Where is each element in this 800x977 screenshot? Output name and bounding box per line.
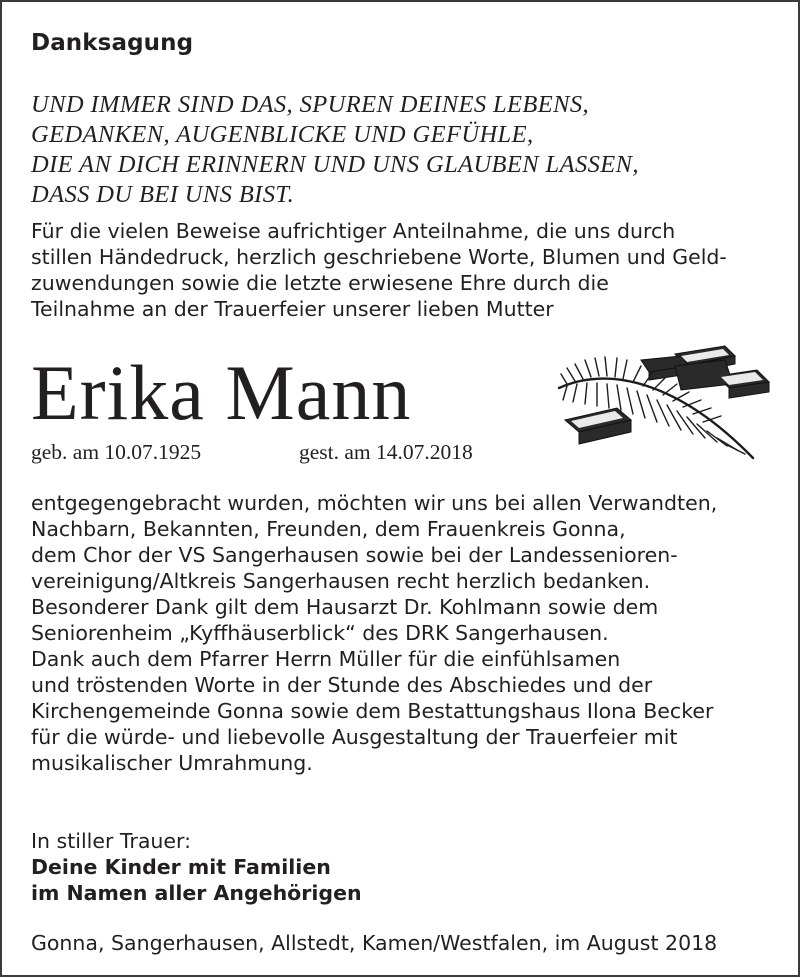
thanks-line: entgegengebracht wurden, möchten wir uns bei allen Verwandten, [31,491,718,515]
page-title: Danksagung [31,30,194,56]
thanks-line: Dank auch dem Pfarrer Herrn Müller für die einfühlsamen [31,647,621,671]
birth-date: geb. am 10.07.1925 [31,440,202,464]
thanks-line: Seniorenheim „Kyffhäuserblick“ des DRK Sangerhausen. [31,621,609,645]
motto-line: DASS DU BEI UNS BIST. [31,181,295,208]
thanks-line: für die würde- und liebevolle Ausgestaltung der Trauerfeier mit [31,725,678,749]
thanks-line: Nachbarn, Bekannten, Freunden, dem Frauenkreis Gonna, [31,517,626,541]
intro-line: stillen Händedruck, herzlich geschriebene Worte, Blumen und Geld- [31,245,727,269]
place-date: Gonna, Sangerhausen, Allstedt, Kamen/Westfalen, im August 2018 [31,931,718,955]
motto-line: GEDANKEN, AUGENBLICKE UND GEFÜHLE, [31,121,534,148]
intro-line: Für die vielen Beweise aufrichtiger Anteilnahme, die uns durch [31,219,676,243]
cross-palm-branch-icon [557,344,773,464]
thanks-line: musikalischer Umrahmung. [31,751,313,775]
deceased-name: Erika Mann [31,349,412,436]
signer-line: im Namen aller Angehörigen [31,881,362,905]
motto-line: DIE AN DICH ERINNERN UND UNS GLAUBEN LASSEN, [31,151,639,178]
thanks-line: vereinigung/Altkreis Sangerhausen recht herzlich bedanken. [31,569,651,593]
intro-line: zuwendungen sowie die letzte erwiesene Ehre durch die [31,271,609,295]
thanks-line: Kirchengemeinde Gonna sowie dem Bestattungshaus Ilona Becker [31,699,714,723]
intro-line: Teilnahme an der Trauerfeier unserer lieben Mutter [31,297,554,321]
signer-line: Deine Kinder mit Familien [31,855,331,879]
closing-intro: In stiller Trauer: [31,829,191,853]
life-dates [31,440,473,465]
thanks-line: Besonderer Dank gilt dem Hausarzt Dr. Kohlmann sowie dem [31,595,659,619]
thanks-line: und tröstenden Worte in der Stunde des Abschiedes und der [31,673,653,697]
motto-line: UND IMMER SIND DAS, SPUREN DEINES LEBENS, [31,91,590,118]
death-date: gest. am 14.07.2018 [299,440,473,464]
thanks-line: dem Chor der VS Sangerhausen sowie bei der Landessenioren- [31,543,678,567]
